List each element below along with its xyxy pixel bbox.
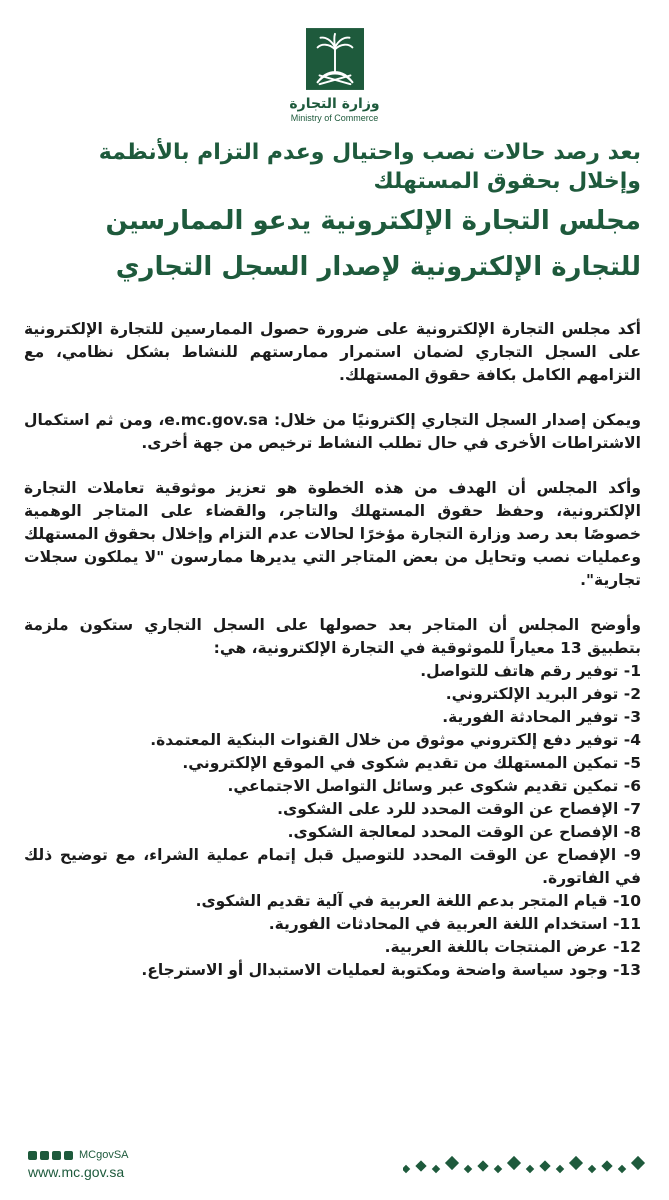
decorative-pattern-icon (403, 1150, 653, 1180)
facebook-icon[interactable] (40, 1151, 49, 1160)
palm-swords-emblem-icon (306, 28, 364, 90)
social-handle[interactable]: MCgovSA (79, 1149, 129, 1161)
criteria-item: 4- توفير دفع إلكتروني موثوق من خلال القنوات البنكية المعتمدة. (150, 731, 641, 749)
instagram-icon[interactable] (52, 1151, 61, 1160)
criteria-item: 11- استخدام اللغة العربية في المحادثات الفورية. (268, 915, 641, 933)
headline-block (26, 138, 641, 288)
headline-main-line-1: مجلس التجارة الإلكترونية يدعو الممارسين (105, 206, 641, 236)
social-bar (28, 1149, 129, 1161)
paragraph-1: أكد مجلس التجارة الإلكترونية على ضرورة حصول الممارسين للتجارة الإلكترونية على السجل التجاري لضمان استمرار ممارستهم للنشاط بشكل نظامي، مع التزامهم الكامل بكافة حقوق المستهلك. (24, 320, 641, 384)
website-link[interactable]: www.mc.gov.sa (28, 1164, 125, 1180)
criteria-item: 5- تمكين المستهلك من تقديم شكوى في الموقع الإلكتروني. (182, 754, 641, 772)
criteria-list (24, 660, 641, 982)
footer (28, 1149, 129, 1180)
headline-sub-line-1: بعد رصد حالات نصب واحتيال وعدم التزام بالأنظمة (98, 140, 641, 165)
article-body (24, 318, 641, 982)
criteria-item: 13- وجود سياسة واضحة ومكتوبة لعمليات الاستبدال أو الاسترجاع. (141, 961, 641, 979)
criteria-item: 10- قيام المتجر بدعم اللغة العربية في آلية تقديم الشكوى. (195, 892, 641, 910)
ministry-logo (0, 28, 669, 123)
criteria-item: 2- توفر البريد الإلكتروني. (445, 685, 641, 703)
paragraph-2-after: ، ومن ثم استكمال الاشتراطات الأخرى في حال تطلب النشاط ترخيص من جهة أخرى. (24, 411, 641, 452)
paragraph-2 (24, 409, 641, 455)
headline-main-line-2: للتجارة الإلكترونية لإصدار السجل التجاري (115, 252, 641, 282)
paragraph-3: وأكد المجلس أن الهدف من هذه الخطوة هو تعزيز موثوقية تعاملات التجارة الإلكترونية، وحفظ حقوق المستهلك والتاجر، والقضاء على المتاجر الوهمية خصوصًا بعد رصد وزارة التجارة مؤخرًا لحالات عدم التزام وإخلال بحقوق المستهلك وعمليات نصب وتحايل من بعض المتاجر التي يديرها ممارسون "لا يملكون سجلات تجارية". (24, 479, 641, 589)
criteria-item: 8- الإفصاح عن الوقت المحدد لمعالجة الشكوى. (287, 823, 641, 841)
logo-english-name: Ministry of Commerce (290, 113, 379, 123)
criteria-item: 3- توفير المحادثة الفورية. (442, 708, 641, 726)
criteria-item: 7- الإفصاح عن الوقت المحدد للرد على الشكوى. (277, 800, 641, 818)
logo-arabic-name: وزارة التجارة (289, 96, 380, 112)
criteria-item: 12- عرض المنتجات باللغة العربية. (384, 938, 641, 956)
criteria-intro: وأوضح المجلس أن المتاجر بعد حصولها على السجل التجاري ستكون ملزمة بتطبيق 13 معياراً للموثوقية في التجارة الإلكترونية، هي: (24, 616, 641, 657)
criteria-item: 6- تمكين تقديم شكوى عبر وسائل التواصل الاجتماعي. (227, 777, 641, 795)
registration-url-link[interactable]: e.mc.gov.sa (164, 411, 269, 429)
criteria-item: 1- توفير رقم هاتف للتواصل. (420, 662, 641, 680)
paragraph-2-before: ويمكن إصدار السجل التجاري إلكترونيًا من خلال: (274, 411, 641, 429)
youtube-icon[interactable] (64, 1151, 73, 1160)
criteria-item: 9- الإفصاح عن الوقت المحدد للتوصيل قبل إتمام عملية الشراء، مع توضيح ذلك في الفاتورة. (24, 846, 641, 887)
twitter-icon[interactable] (28, 1151, 37, 1160)
headline-sub-line-2: وإخلال بحقوق المستهلك (373, 169, 641, 194)
